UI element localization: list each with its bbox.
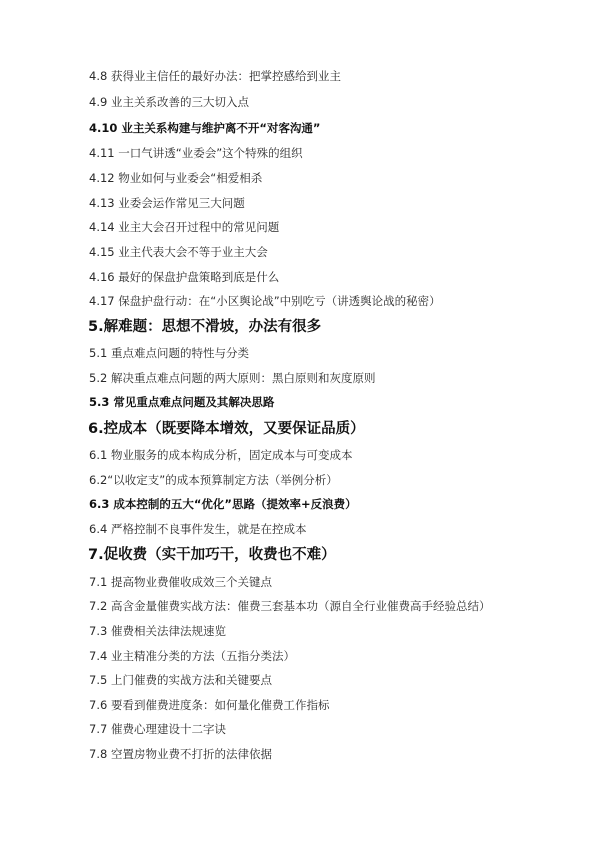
- toc-item-4-15: 4.15 业主代表大会不等于业主大会: [89, 245, 268, 259]
- toc-item-6-4: 6.4 严格控制不良事件发生，就是在控成本: [89, 522, 307, 536]
- toc-item-7-3: 7.3 催费相关法律法规速览: [89, 624, 226, 638]
- toc-item-4-10: 4.10 业主关系构建与维护离不开“对客沟通”: [89, 121, 321, 135]
- toc-item-4-14: 4.14 业主大会召开过程中的常见问题: [89, 220, 280, 234]
- toc-item-6-3: 6.3 成本控制的五大“优化”思路（提效率+反浪费）: [89, 497, 357, 511]
- toc-item-4-16: 4.16 最好的保盘护盘策略到底是什么: [89, 270, 280, 284]
- toc-item-4-9: 4.9 业主关系改善的三大切入点: [89, 95, 249, 109]
- toc-item-4-13: 4.13 业委会运作常见三大问题: [89, 196, 245, 210]
- toc-item-7-6: 7.6 要看到催费进度条：如何量化催费工作指标: [89, 698, 330, 712]
- toc-item-5-1: 5.1 重点难点问题的特性与分类: [89, 346, 249, 360]
- toc-item-6-1: 6.1 物业服务的成本构成分析，固定成本与可变成本: [89, 448, 353, 462]
- toc-item-4-11: 4.11 一口气讲透“业委会”这个特殊的组织: [89, 146, 303, 160]
- toc-item-7-1: 7.1 提高物业费催收成效三个关键点: [89, 575, 272, 589]
- section-heading-6: 6.控成本（既要降本增效，又要保证品质）: [88, 421, 365, 437]
- toc-item-5-2: 5.2 解决重点难点问题的两大原则：黑白原则和灰度原则: [89, 371, 376, 385]
- toc-item-4-8: 4.8 获得业主信任的最好办法：把掌控感给到业主: [89, 69, 341, 83]
- toc-item-5-3: 5.3 常见重点难点问题及其解决思路: [89, 395, 275, 409]
- toc-item-7-8: 7.8 空置房物业费不打折的法律依据: [89, 747, 272, 761]
- toc-item-7-4: 7.4 业主精准分类的方法（五指分类法）: [89, 649, 295, 663]
- section-heading-5: 5.解难题：思想不滑坡，办法有很多: [88, 319, 322, 335]
- toc-item-6-2: 6.2“以收定支”的成本预算制定方法（举例分析）: [89, 473, 338, 487]
- toc-item-7-7: 7.7 催费心理建设十二字诀: [89, 722, 226, 736]
- toc-item-4-17: 4.17 保盘护盘行动：在“小区舆论战”中别吃亏（讲透舆论战的秘密）: [89, 294, 441, 308]
- toc-item-7-2: 7.2 高含金量催费实战方法：催费三套基本功（源自全行业催费高手经验总结）: [89, 599, 491, 613]
- toc-item-7-5: 7.5 上门催费的实战方法和关键要点: [89, 673, 272, 687]
- section-heading-7: 7.促收费（实干加巧干，收费也不难）: [88, 547, 336, 563]
- toc-item-4-12: 4.12 物业如何与业委会“相爱相杀: [89, 171, 263, 185]
